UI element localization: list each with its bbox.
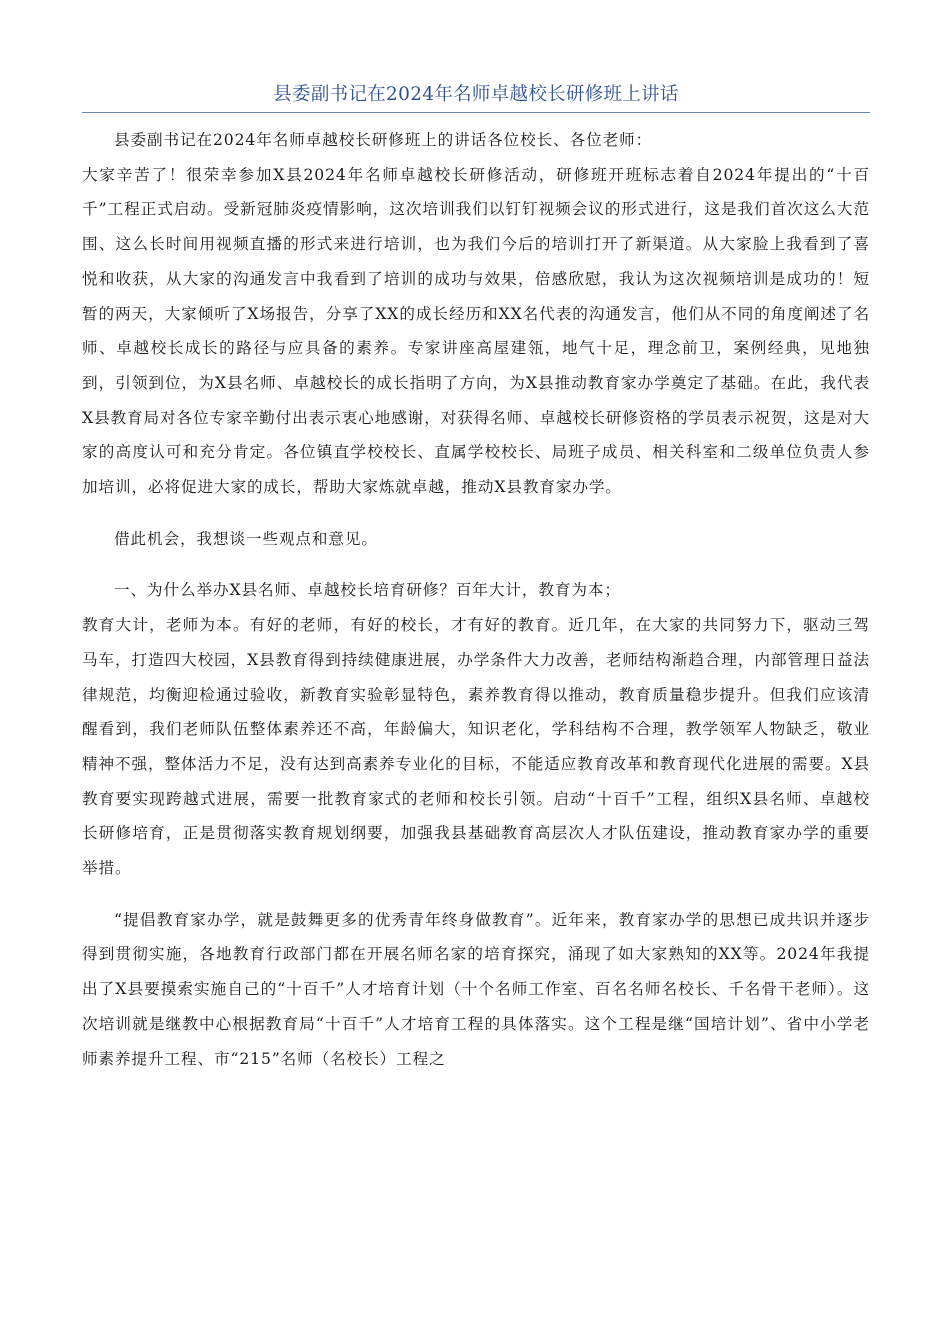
document-title: 县委副书记在2024年名师卓越校长研修班上讲话 xyxy=(273,84,679,105)
document-page xyxy=(82,0,870,1076)
section-one-paragraph: 教育大计，老师为本。有好的老师，有好的校长，才有好的教育。近几年，在大家的共同努力下，驱动三驾马车，打造四大校园，X县教育得到持续健康进展，办学条件大力改善，老师结构渐趋合理，内部管理日益法律规范，均衡迎检通过验收，新教育实验彰显特色，素养教育得以推动，教育质量稳步提升。但我们应该清醒看到，我们老师队伍整体素养还不高，年龄偏大，知识老化，学科结构不合理，教学领军人物缺乏，敬业精神不强，整体活力不足，没有达到高素养专业化的目标，不能适应教育改革和教育现代化进展的需要。X县教育要实现跨越式进展，需要一批教育家式的老师和校长引领。启动“十百千”工程，组织X县名师、卓越校长研修培育，正是贯彻落实教育规划纲要，加强我县基础教育高层次人才队伍建设，推动教育家办学的重要举措。 xyxy=(82,616,870,878)
title-underline xyxy=(82,112,870,113)
document-body xyxy=(82,123,870,1076)
section-one-heading: 一、为什么举办X县名师、卓越校长培育研修？百年大计，教育为本； xyxy=(114,581,621,600)
education-philosophy-paragraph: “提倡教育家办学，就是鼓舞更多的优秀青年终身做教育”。近年来，教育家办学的思想已成共识并逐步得到贯彻实施，各地教育行政部门都在开展名师名家的培育探究，涌现了如大家熟知的XX等。2024年我提出了X县要摸索实施自己的“十百千”人才培育计划（十个名师工作室、百名名师名校长、千名骨干老师）。这次培训就是继教中心根据教育局“十百千”人才培育工程的具体落实。这个工程是继“国培计划”、省中小学老师素养提升工程、市“215”名师（名校长）工程之 xyxy=(82,910,870,1068)
transition-paragraph: 借此机会，我想谈一些观点和意见。 xyxy=(114,529,378,548)
opening-paragraph: 大家辛苦了！很荣幸参加X县2024年名师卓越校长研修活动，研修班开班标志着自2024年提出的“十百千”工程正式启动。受新冠肺炎疫情影响，这次培训我们以钉钉视频会议的形式进行，这是我们首次这么大范围、这么长时间用视频直播的形式来进行培训，也为我们今后的培训打开了新渠道。从大家脸上我看到了喜悦和收获，从大家的沟通发言中我看到了培训的成功与效果，倍感欣慰，我认为这次视频培训是成功的！短暂的两天，大家倾听了X场报告，分享了XX的成长经历和XX名代表的沟通发言，他们从不同的角度阐述了名师、卓越校长成长的路径与应具备的素养。专家讲座高屋建瓴，地气十足，理念前卫，案例经典，见地独到，引领到位，为X县名师、卓越校长的成长指明了方向，为X县推动教育家办学奠定了基础。在此，我代表X县教育局对各位专家辛勤付出表示衷心地感谢，对获得名师、卓越校长研修资格的学员表示祝贺，这是对大家的高度认可和充分肯定。各位镇直学校校长、直属学校校长、局班子成员、相关科室和二级单位负责人参加培训，必将促进大家的成长，帮助大家炼就卓越，推动X县教育家办学。 xyxy=(82,165,870,497)
salutation-paragraph: 县委副书记在2024年名师卓越校长研修班上的讲话各位校长、各位老师： xyxy=(114,131,653,149)
